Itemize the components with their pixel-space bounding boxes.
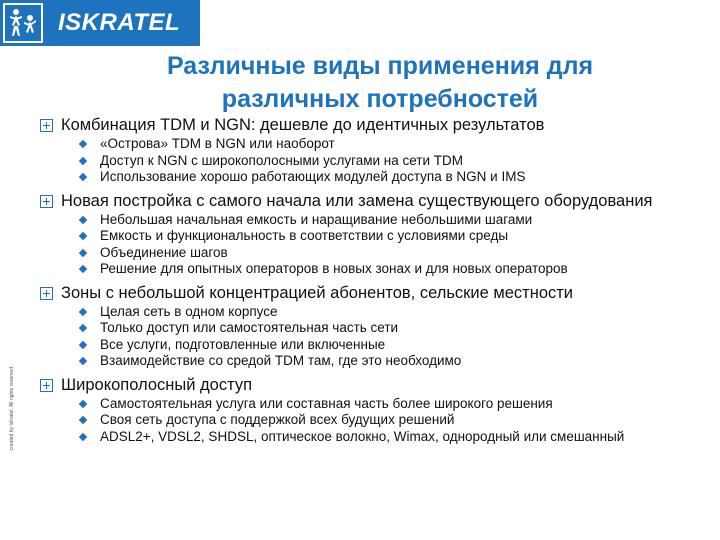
diamond-bullet-icon <box>79 307 87 315</box>
iskratel-figures-logo-icon <box>3 3 43 43</box>
section-header <box>40 284 710 302</box>
bullet-list <box>78 136 710 186</box>
section-title: Новая постройка с самого начала или замена существующего оборудования <box>61 191 653 210</box>
list-item-text: Целая сеть в одном корпусе <box>100 303 278 319</box>
diamond-bullet-icon <box>79 265 87 273</box>
bullet-list <box>78 212 710 278</box>
list-item <box>78 228 710 245</box>
side-copyright: created by Iskratel. All rights reserved. <box>9 365 15 451</box>
list-item-text: Использование хорошо работающих модулей доступа в NGN и IMS <box>100 169 526 184</box>
list-item <box>78 304 710 321</box>
list-item <box>78 153 710 170</box>
list-item <box>78 337 710 354</box>
section-title: Зоны с небольшой концентрацией абонентов, сельские местности <box>61 283 574 302</box>
content-area <box>40 116 710 451</box>
bullet-list <box>78 396 710 446</box>
list-item <box>78 212 710 229</box>
diamond-bullet-icon <box>79 156 87 164</box>
list-item <box>78 261 710 278</box>
diamond-bullet-icon <box>79 340 87 348</box>
list-item <box>78 169 710 186</box>
list-item-text: Своя сеть доступа с поддержкой всех будущих решений <box>100 412 455 427</box>
diamond-bullet-icon <box>79 173 87 181</box>
section-title: Широкополосный доступ <box>61 375 253 394</box>
list-item-text: Доступ к NGN с широкополосными услугами на сети TDM <box>100 152 464 168</box>
section-header <box>40 192 710 210</box>
diamond-bullet-icon <box>79 140 87 148</box>
list-item <box>78 136 710 153</box>
list-item <box>78 412 710 429</box>
diamond-bullet-icon <box>79 324 87 332</box>
diamond-bullet-icon <box>79 399 87 407</box>
plus-box-icon <box>40 287 53 300</box>
bullet-list <box>78 304 710 370</box>
page-title <box>80 50 680 116</box>
list-item-text: ADSL2+, VDSL2, SHDSL, оптическое волокно, Wimax, однородный или смешанный <box>100 428 625 444</box>
list-item <box>78 429 710 446</box>
list-item <box>78 320 710 337</box>
section-header <box>40 116 710 134</box>
diamond-bullet-icon <box>79 432 87 440</box>
list-item <box>78 353 710 370</box>
diamond-bullet-icon <box>79 232 87 240</box>
list-item-text: «Острова» TDM в NGN или наоборот <box>100 136 335 151</box>
section-tdm-ngn <box>40 116 710 186</box>
list-item-text: Все услуги, подготовленные или включенные <box>100 336 386 352</box>
list-item-text: Емкость и функциональность в соответствии с условиями среды <box>100 228 509 243</box>
list-item <box>78 396 710 413</box>
list-item-text: Самостоятельная услуга или составная часть более широкого решения <box>100 395 553 411</box>
list-item-text: Только доступ или самостоятельная часть сети <box>100 320 399 335</box>
title-line-2: различных потребностей <box>221 85 539 113</box>
plus-box-icon <box>40 379 53 392</box>
plus-box-icon <box>40 195 53 208</box>
list-item-text: Объединение шагов <box>100 244 228 260</box>
section-new-build <box>40 192 710 278</box>
section-title: Комбинация TDM и NGN: дешевле до идентичных результатов <box>61 116 545 134</box>
list-item-text: Решение для опытных операторов в новых зонах и для новых операторов <box>100 261 568 276</box>
diamond-bullet-icon <box>79 248 87 256</box>
list-item <box>78 245 710 262</box>
diamond-bullet-icon <box>79 416 87 424</box>
diamond-bullet-icon <box>79 215 87 223</box>
list-item-text: Небольшая начальная емкость и наращивание небольшими шагами <box>100 211 533 227</box>
section-rural <box>40 284 710 370</box>
section-broadband <box>40 376 710 446</box>
title-line-1: Различные виды применения для <box>166 52 594 80</box>
diamond-bullet-icon <box>79 357 87 365</box>
section-header <box>40 376 710 394</box>
list-item-text: Взаимодействие со средой TDM там, где это необходимо <box>100 353 462 368</box>
plus-box-icon <box>40 119 53 132</box>
logo-bar <box>0 0 200 46</box>
logo-wordmark: ISKRATEL <box>58 9 181 36</box>
